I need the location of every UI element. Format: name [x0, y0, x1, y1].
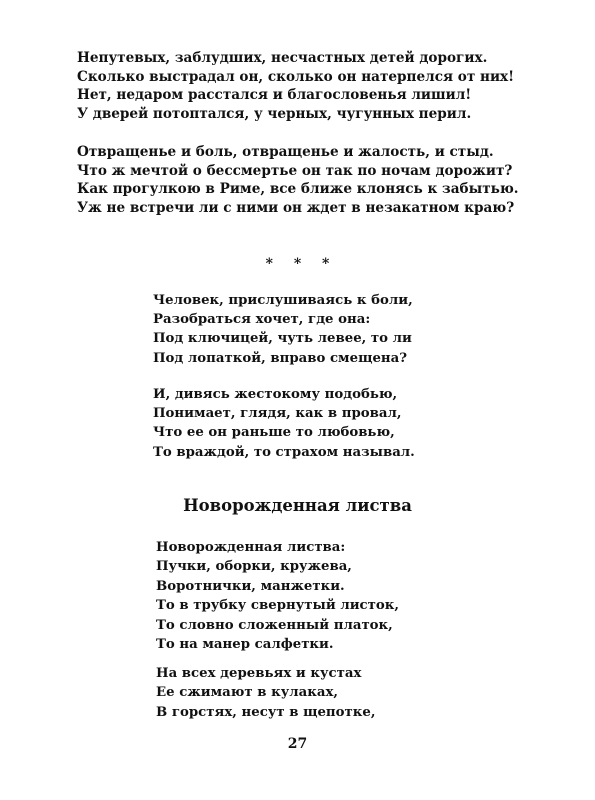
stanza	[153, 291, 413, 368]
verse-line: Нет, недаром расстался и благословенья лишил!	[77, 87, 472, 104]
verse-line: На всех деревьях и кустах	[156, 666, 362, 681]
stanza	[77, 49, 514, 124]
verse-line: В горстях, несут в щепотке,	[156, 704, 376, 720]
stanza	[156, 664, 375, 722]
verse-line: То в трубку свернутый листок,	[156, 598, 399, 614]
verse-line: То на манер салфетки.	[156, 637, 334, 653]
verse-line: Понимает, глядя, как в провал,	[153, 406, 402, 422]
poem-title: Новорожденная листва	[183, 496, 412, 515]
verse-line: То враждой, то страхом называл.	[153, 444, 415, 460]
verse-line: Что ж мечтой о бессмертье он так по ночам дорожит?	[77, 162, 513, 179]
verse-line: Сколько выстрадал он, сколько он натерпелся от них!	[77, 68, 515, 85]
verse-line: Разобраться хочет, где она:	[153, 312, 371, 328]
stanza	[156, 538, 399, 654]
verse-line: Ее сжимают в кулаках,	[156, 685, 339, 701]
verse-line: Под лопаткой, вправо смещена?	[153, 350, 408, 366]
verse-line: Пучки, оборки, кружева,	[156, 559, 352, 575]
verse-line: Как прогулкою в Риме, все ближе клонясь к забытью.	[77, 181, 519, 198]
stanza	[153, 385, 415, 462]
verse-line: Человек, прислушиваясь к боли,	[153, 293, 413, 308]
verse-line: Непутевых, заблудших, несчастных детей дорогих.	[77, 50, 488, 66]
section-separator: * * *	[265, 256, 338, 272]
page-number: 27	[287, 736, 308, 752]
verse-line: И, дивясь жестокому подобью,	[153, 387, 398, 402]
verse-line: Отвращенье и боль, отвращенье и жалость, и стыд.	[77, 144, 494, 160]
verse-line: Под ключицей, чуть левее, то ли	[153, 331, 412, 347]
verse-line: Уж не встречи ли с ними он ждет в незакатном краю?	[77, 200, 515, 217]
stanza	[77, 143, 519, 218]
verse-line: У дверей потоптался, у черных, чугунных перил.	[77, 106, 472, 123]
verse-line: Что ее он раньше то любовью,	[153, 425, 395, 441]
verse-line: Новорожденная листва:	[156, 540, 346, 555]
verse-line: То словно сложенный платок,	[156, 617, 393, 633]
verse-line: Воротнички, манжетки.	[156, 578, 345, 594]
